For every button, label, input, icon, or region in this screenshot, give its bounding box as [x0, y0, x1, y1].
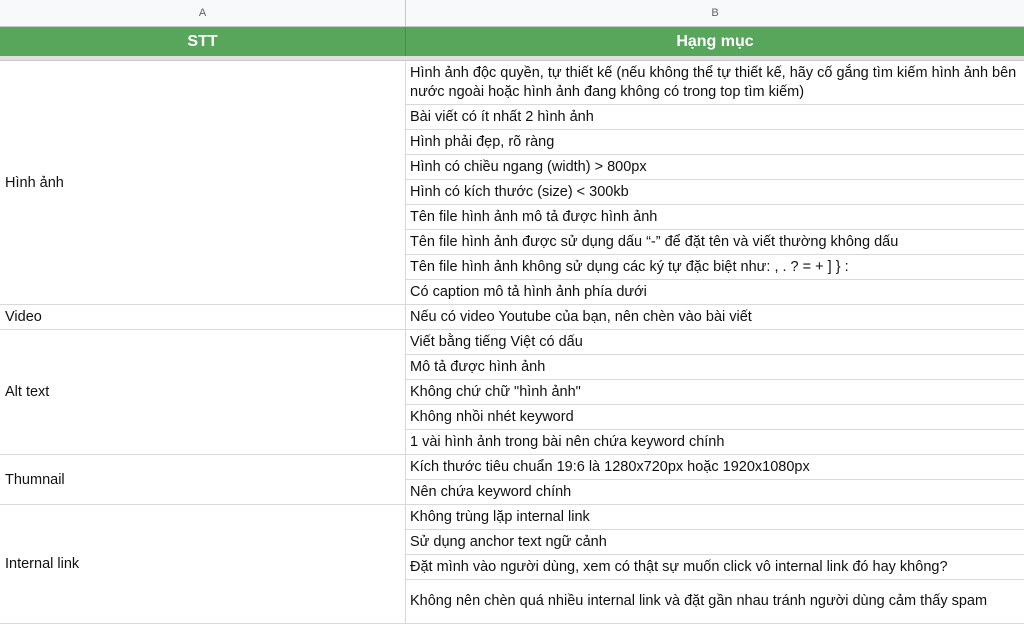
item-cell[interactable]: Hình có chiều ngang (width) > 800px — [406, 155, 1024, 180]
category-cell[interactable]: Video — [0, 305, 406, 330]
header-cell-stt[interactable]: STT — [0, 27, 406, 56]
item-cell[interactable]: Mô tả được hình ảnh — [406, 355, 1024, 380]
item-cell[interactable]: Không chứ chữ "hình ảnh" — [406, 380, 1024, 405]
item-cell[interactable]: 1 vài hình ảnh trong bài nên chứa keyword chính — [406, 430, 1024, 455]
column-header-a[interactable]: A — [0, 0, 406, 27]
item-cell[interactable]: Tên file hình ảnh mô tả được hình ảnh — [406, 205, 1024, 230]
item-cell[interactable]: Viết bằng tiếng Việt có dấu — [406, 330, 1024, 355]
item-cell[interactable]: Hình phải đẹp, rõ ràng — [406, 130, 1024, 155]
item-cell[interactable]: Sử dụng anchor text ngữ cảnh — [406, 530, 1024, 555]
category-cell[interactable]: Internal link — [0, 505, 406, 624]
item-cell[interactable]: Nếu có video Youtube của bạn, nên chèn vào bài viết — [406, 305, 1024, 330]
item-cell[interactable]: Không nên chèn quá nhiều internal link và đặt gần nhau tránh người dùng cảm thấy spam — [406, 580, 1024, 624]
item-cell[interactable]: Bài viết có ít nhất 2 hình ảnh — [406, 105, 1024, 130]
category-cell[interactable]: Hình ảnh — [0, 61, 406, 305]
item-cell[interactable]: Tên file hình ảnh được sử dụng dấu “-” để đặt tên và viết thường không dấu — [406, 230, 1024, 255]
item-cell[interactable]: Có caption mô tả hình ảnh phía dưới — [406, 280, 1024, 305]
header-cell-hang-muc[interactable]: Hạng mục — [406, 27, 1024, 56]
item-cell[interactable]: Không trùng lặp internal link — [406, 505, 1024, 530]
item-cell[interactable]: Hình ảnh độc quyền, tự thiết kế (nếu không thể tự thiết kế, hãy cố gắng tìm kiếm hình ảnh bên nước ngoài hoặc hình ảnh đang không có trong top tìm kiếm) — [406, 61, 1024, 105]
item-cell[interactable]: Tên file hình ảnh không sử dụng các ký tự đặc biệt như: , . ? = + ] } : — [406, 255, 1024, 280]
item-cell[interactable]: Không nhồi nhét keyword — [406, 405, 1024, 430]
item-cell[interactable]: Kích thước tiêu chuẩn 19:6 là 1280x720px hoặc 1920x1080px — [406, 455, 1024, 480]
column-header-b[interactable]: B — [406, 0, 1024, 27]
category-cell[interactable]: Thumnail — [0, 455, 406, 505]
item-cell[interactable]: Nên chứa keyword chính — [406, 480, 1024, 505]
category-cell[interactable]: Alt text — [0, 330, 406, 455]
item-cell[interactable]: Hình có kích thước (size) < 300kb — [406, 180, 1024, 205]
item-cell[interactable]: Đặt mình vào người dùng, xem có thật sự muốn click vô internal link đó hay không? — [406, 555, 1024, 580]
